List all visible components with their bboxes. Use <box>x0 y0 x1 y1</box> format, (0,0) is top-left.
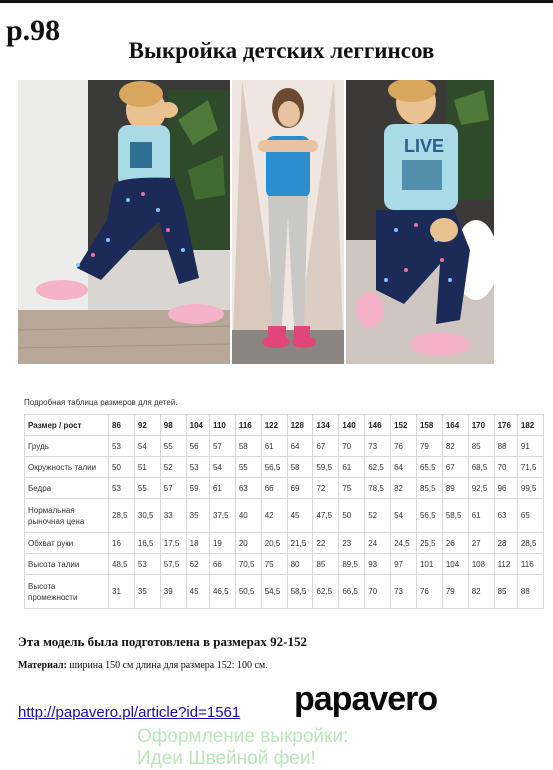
table-cell: 50,5 <box>235 575 261 609</box>
table-cell: 57 <box>209 436 235 457</box>
table-cell: 55 <box>134 478 160 499</box>
size-header-cell: 122 <box>261 415 287 436</box>
table-cell: 54 <box>134 436 160 457</box>
table-cell: 73 <box>365 436 391 457</box>
svg-text:LIVE: LIVE <box>404 136 445 156</box>
row-label: Высота промежности <box>25 575 109 609</box>
photo-strip <box>18 80 494 364</box>
table-cell: 79 <box>416 436 442 457</box>
table-row <box>25 436 544 457</box>
table-row <box>25 554 544 575</box>
table-cell: 62 <box>186 554 209 575</box>
table-cell: 92,5 <box>468 478 494 499</box>
table-cell: 82 <box>442 436 468 457</box>
table-cell: 61 <box>468 499 494 533</box>
table-cell: 54 <box>209 457 235 478</box>
credit-watermark <box>137 726 348 770</box>
table-cell: 39 <box>160 575 186 609</box>
table-cell: 67 <box>442 457 468 478</box>
size-header-cell: 152 <box>391 415 417 436</box>
table-cell: 80 <box>287 554 313 575</box>
table-cell: 71,5 <box>517 457 543 478</box>
table-cell: 33 <box>160 499 186 533</box>
table-cell: 53 <box>109 436 135 457</box>
table-cell: 93 <box>365 554 391 575</box>
table-cell: 45 <box>287 499 313 533</box>
table-cell: 89 <box>442 478 468 499</box>
table-cell: 67 <box>313 436 339 457</box>
table-cell: 70 <box>365 575 391 609</box>
table-cell: 85 <box>313 554 339 575</box>
table-cell: 68,5 <box>468 457 494 478</box>
table-cell: 61 <box>261 436 287 457</box>
table-cell: 108 <box>468 554 494 575</box>
table-cell: 16 <box>109 533 135 554</box>
table-cell: 82 <box>468 575 494 609</box>
table-cell: 58 <box>235 436 261 457</box>
table-cell: 85 <box>494 575 517 609</box>
table-row <box>25 499 544 533</box>
size-header-cell: 92 <box>134 415 160 436</box>
size-header-cell: 164 <box>442 415 468 436</box>
table-cell: 35 <box>134 575 160 609</box>
table-cell: 53 <box>186 457 209 478</box>
size-header-cell: 158 <box>416 415 442 436</box>
table-cell: 59 <box>186 478 209 499</box>
photo-girl-kneeling <box>346 80 494 364</box>
table-row <box>25 533 544 554</box>
credit-line-1: Оформление выкройки: <box>137 726 349 747</box>
table-cell: 37,5 <box>209 499 235 533</box>
table-cell: 66 <box>209 554 235 575</box>
table-cell: 88 <box>517 575 543 609</box>
table-cell: 97 <box>391 554 417 575</box>
table-cell: 50 <box>339 499 365 533</box>
table-cell: 56 <box>186 436 209 457</box>
table-cell: 47,5 <box>313 499 339 533</box>
table-cell: 23 <box>339 533 365 554</box>
table-cell: 61 <box>339 457 365 478</box>
table-cell: 72 <box>313 478 339 499</box>
row-label: Грудь <box>25 436 109 457</box>
material-label: Материал: <box>18 660 67 671</box>
table-cell: 85 <box>468 436 494 457</box>
table-cell: 53 <box>134 554 160 575</box>
table-cell: 104 <box>442 554 468 575</box>
top-rule <box>0 0 553 3</box>
size-header-cell: 170 <box>468 415 494 436</box>
table-cell: 73 <box>391 575 417 609</box>
table-cell: 17,5 <box>160 533 186 554</box>
size-table <box>24 414 544 609</box>
table-cell: 70,5 <box>235 554 261 575</box>
table-cell: 75 <box>261 554 287 575</box>
table-cell: 19 <box>209 533 235 554</box>
table-cell: 65,5 <box>416 457 442 478</box>
size-header-cell: 128 <box>287 415 313 436</box>
size-header-cell: 146 <box>365 415 391 436</box>
article-link[interactable]: http://papavero.pl/article?id=1561 <box>18 704 241 721</box>
table-cell: 28,5 <box>517 533 543 554</box>
size-header-cell: 140 <box>339 415 365 436</box>
size-header-cell: 182 <box>517 415 543 436</box>
photo-girl-lunging <box>18 80 230 364</box>
table-cell: 78,5 <box>365 478 391 499</box>
table-row <box>25 478 544 499</box>
table-cell: 56,5 <box>261 457 287 478</box>
table-cell: 66,5 <box>339 575 365 609</box>
material-line <box>18 660 268 671</box>
table-cell: 82 <box>391 478 417 499</box>
table-cell: 51 <box>134 457 160 478</box>
table-caption <box>24 398 178 407</box>
size-header-cell: 86 <box>109 415 135 436</box>
table-cell: 21,5 <box>287 533 313 554</box>
size-header-cell: 110 <box>209 415 235 436</box>
table-cell: 57 <box>160 478 186 499</box>
table-cell: 35 <box>186 499 209 533</box>
table-cell: 48,5 <box>109 554 135 575</box>
table-cell: 55 <box>160 436 186 457</box>
table-row <box>25 457 544 478</box>
size-header-cell: 98 <box>160 415 186 436</box>
table-cell: 85,5 <box>416 478 442 499</box>
table-cell: 58 <box>287 457 313 478</box>
table-cell: 55 <box>235 457 261 478</box>
table-cell: 62,5 <box>365 457 391 478</box>
table-cell: 76 <box>391 436 417 457</box>
size-header-row <box>25 415 544 436</box>
table-cell: 88 <box>494 436 517 457</box>
row-label: Обхват руки <box>25 533 109 554</box>
table-cell: 64 <box>287 436 313 457</box>
table-row <box>25 575 544 609</box>
table-cell: 42 <box>261 499 287 533</box>
size-header-cell: 116 <box>235 415 261 436</box>
model-note: Эта модель была подготовлена в размерах 92-152 <box>18 634 307 649</box>
table-cell: 58,5 <box>442 499 468 533</box>
table-cell: 96 <box>494 478 517 499</box>
page-title: Выкройка детских леггинсов <box>128 38 435 63</box>
material-text: ширина 150 см длина для размера 152: 100 см. <box>66 660 268 671</box>
table-cell: 57,5 <box>160 554 186 575</box>
table-cell: 20 <box>235 533 261 554</box>
table-cell: 61 <box>209 478 235 499</box>
table-cell: 20,5 <box>261 533 287 554</box>
table-cell: 62,5 <box>313 575 339 609</box>
row-label: Нормальная рыночная цена <box>25 499 109 533</box>
page-number: p.98 <box>6 14 61 47</box>
table-caption-prefix: Подробная таблица размеров для <box>24 398 152 407</box>
table-cell: 26 <box>442 533 468 554</box>
table-cell: 59,5 <box>313 457 339 478</box>
table-cell: 45 <box>186 575 209 609</box>
table-cell: 99,5 <box>517 478 543 499</box>
table-cell: 63 <box>235 478 261 499</box>
size-header-label: Размер / рост <box>25 415 109 436</box>
table-caption-suffix: детей. <box>153 398 178 407</box>
table-cell: 16,5 <box>134 533 160 554</box>
table-cell: 30,5 <box>134 499 160 533</box>
table-cell: 56,5 <box>416 499 442 533</box>
table-cell: 66 <box>261 478 287 499</box>
table-cell: 31 <box>109 575 135 609</box>
table-cell: 70 <box>339 436 365 457</box>
table-cell: 63 <box>494 499 517 533</box>
credit-line-2: Идеи Швейной феи! <box>137 748 316 769</box>
table-cell: 65 <box>517 499 543 533</box>
table-cell: 69 <box>287 478 313 499</box>
table-cell: 75 <box>339 478 365 499</box>
table-cell: 50 <box>109 457 135 478</box>
table-cell: 58,5 <box>287 575 313 609</box>
table-cell: 89,5 <box>339 554 365 575</box>
table-cell: 24 <box>365 533 391 554</box>
table-cell: 116 <box>517 554 543 575</box>
table-cell: 53 <box>109 478 135 499</box>
table-cell: 46,5 <box>209 575 235 609</box>
table-cell: 54,5 <box>261 575 287 609</box>
table-cell: 79 <box>442 575 468 609</box>
size-header-cell: 176 <box>494 415 517 436</box>
row-label: Окружность талии <box>25 457 109 478</box>
size-header-cell: 104 <box>186 415 209 436</box>
table-cell: 70 <box>494 457 517 478</box>
table-cell: 54 <box>391 499 417 533</box>
table-cell: 24,5 <box>391 533 417 554</box>
table-cell: 22 <box>313 533 339 554</box>
table-cell: 52 <box>160 457 186 478</box>
row-label: Высота талии <box>25 554 109 575</box>
photo-girl-standing <box>232 80 344 364</box>
table-cell: 64 <box>391 457 417 478</box>
table-cell: 91 <box>517 436 543 457</box>
table-cell: 40 <box>235 499 261 533</box>
papavero-logo: papavero <box>294 680 438 718</box>
size-header-cell: 134 <box>313 415 339 436</box>
table-cell: 27 <box>468 533 494 554</box>
table-cell: 76 <box>416 575 442 609</box>
table-cell: 28,5 <box>109 499 135 533</box>
table-cell: 25,5 <box>416 533 442 554</box>
table-cell: 101 <box>416 554 442 575</box>
table-cell: 52 <box>365 499 391 533</box>
table-cell: 112 <box>494 554 517 575</box>
table-cell: 18 <box>186 533 209 554</box>
row-label: Бедра <box>25 478 109 499</box>
table-cell: 28 <box>494 533 517 554</box>
